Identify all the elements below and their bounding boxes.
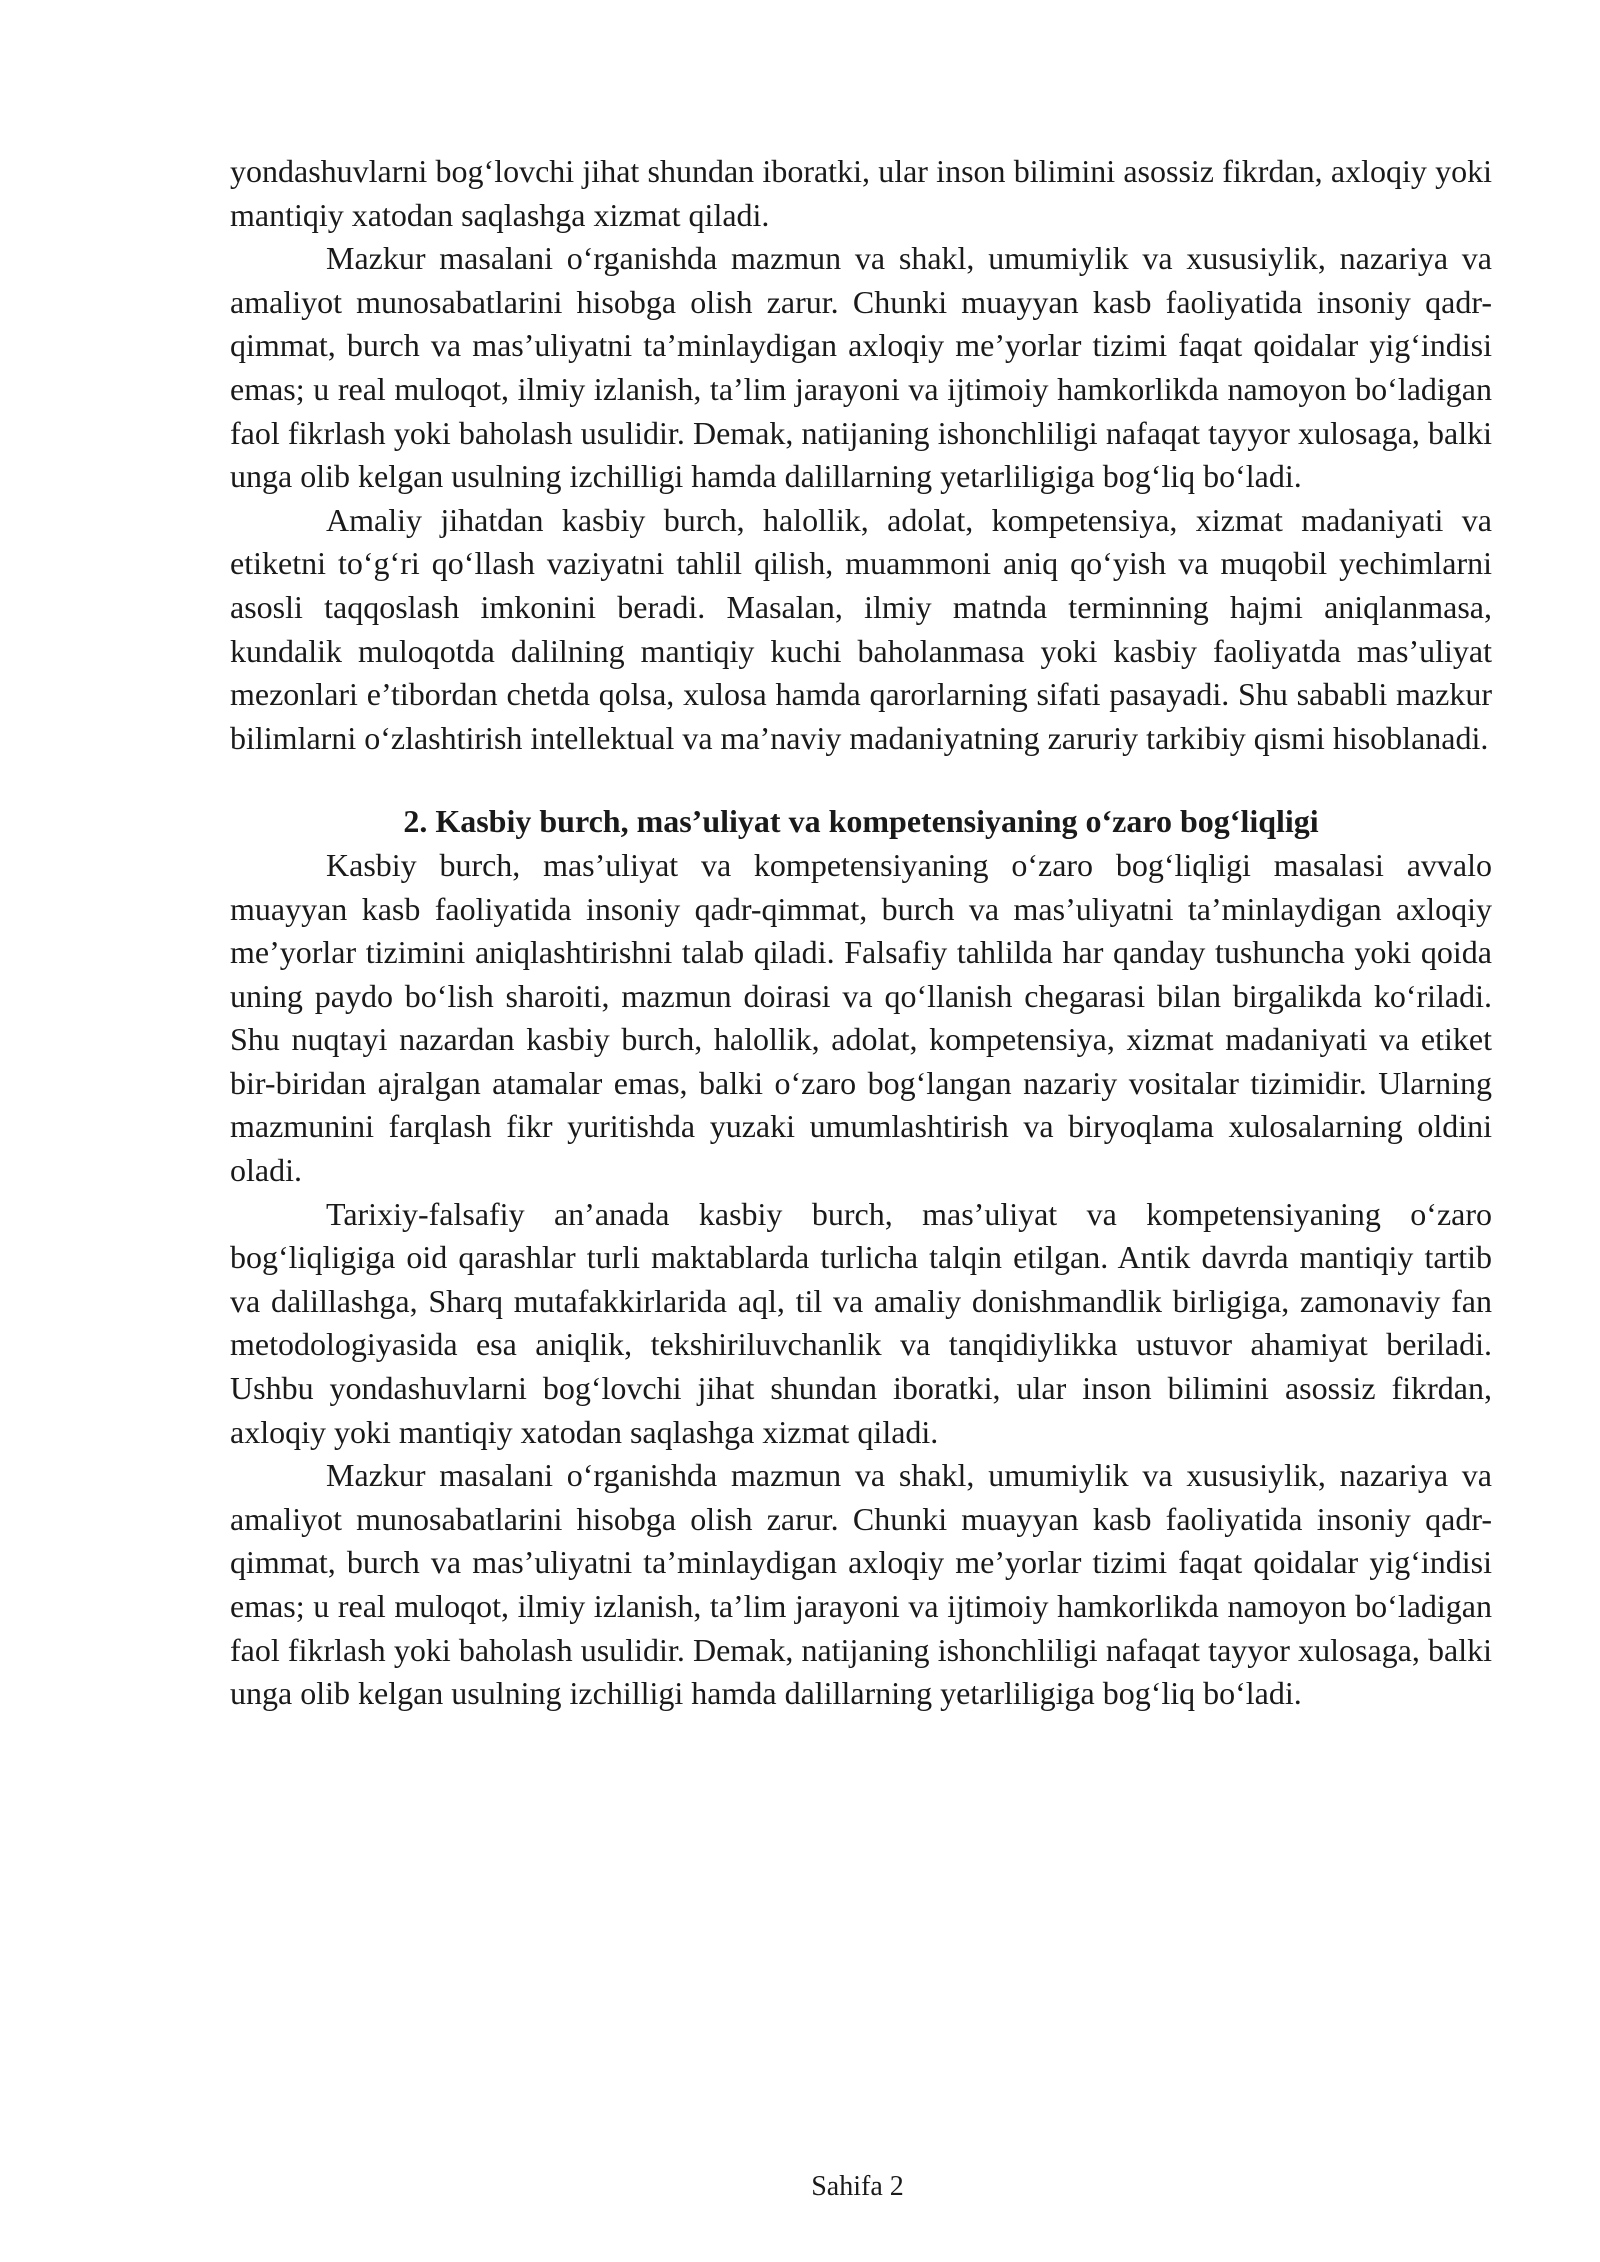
paragraph: Amaliy jihatdan kasbiy burch, halollik, adolat, kompetensiya, xizmat madaniyati va etiketni to‘g‘ri qo‘llash vaziyatni tahlil qilish, muammoni aniq qo‘yish va muqobil yechimlarni asosli taqqoslash imkonini beradi. Masalan, ilmiy matnda terminning hajmi aniqlanmasa, kundalik muloqotda dalilning mantiqiy kuchi baholanmasa yoki kasbiy faoliyatda mas’uliyat mezonlari e’tibordan chetda qolsa, xulosa hamda qarorlarning sifati pasayadi. Shu sababli mazkur bilimlarni o‘zlashtirish intellektual va ma’naviy madaniyatning zaruriy tarkibiy qismi hisoblanadi. (230, 501, 1492, 756)
section-heading: 2. Kasbiy burch, mas’uliyat va kompetensiyaning o‘zaro bog‘liqligi (403, 803, 1319, 840)
paragraph: Mazkur masalani o‘rganishda mazmun va shakl, umumiylik va xususiylik, nazariya va amaliyot munosabatlarini hisobga olish zarur. Chunki muayyan kasb faoliyatida insoniy qadr-qimmat, burch va mas’uliyatni ta’minlaydigan axloqiy me’yorlar tizimi faqat qoidalar yig‘indisi emas; u real muloqot, ilmiy izlanish, ta’lim jarayoni va ijtimoiy hamkorlikda namoyon bo‘ladigan faol fikrlash yoki baholash usulidir. Demak, natijaning ishonchliligi nafaqat tayyor xulosaga, balki unga olib kelgan usulning izchilligi hamda dalillarning yetarliligiga bog‘liq bo‘ladi. (230, 1457, 1492, 1712)
paragraph: Mazkur masalani o‘rganishda mazmun va shakl, umumiylik va xususiylik, nazariya va amaliyot munosabatlarini hisobga olish zarur. Chunki muayyan kasb faoliyatida insoniy qadr-qimmat, burch va mas’uliyatni ta’minlaydigan axloqiy me’yorlar tizimi faqat qoidalar yig‘indisi emas; u real muloqot, ilmiy izlanish, ta’lim jarayoni va ijtimoiy hamkorlikda namoyon bo‘ladigan faol fikrlash yoki baholash usulidir. Demak, natijaning ishonchliligi nafaqat tayyor xulosaga, balki unga olib kelgan usulning izchilligi hamda dalillarning yetarliligiga bog‘liq bo‘ladi. (230, 240, 1492, 495)
paragraph-continuation: yondashuvlarni bog‘lovchi jihat shundan iboratki, ular inson bilimini asossiz fikrdan, axloqiy yoki mantiqiy xatodan saqlashga xizmat qiladi. (230, 153, 1492, 233)
paragraph: Kasbiy burch, mas’uliyat va kompetensiyaning o‘zaro bog‘liqligi masalasi avvalo muayyan kasb faoliyatida insoniy qadr-qimmat, burch va mas’uliyatni ta’minlaydigan axloqiy me’yorlar tizimini aniqlashtirishni talab qiladi. Falsafiy tahlilda har qanday tushuncha yoki qoida uning paydo bo‘lish sharoiti, mazmun doirasi va qo‘llanish chegarasi bilan birgalikda ko‘riladi. Shu nuqtayi nazardan kasbiy burch, halollik, adolat, kompetensiya, xizmat madaniyati va etiket bir-biridan ajralgan atamalar emas, balki o‘zaro bog‘langan nazariy vositalar tizimidir. Ularning mazmunini farqlash fikr yuritishda yuzaki umumlashtirish va biryoqlama xulosalarning oldini oladi. (230, 846, 1492, 1189)
document-page (230, 150, 1492, 1716)
page-footer: Sahifa 2 (811, 2171, 904, 2202)
paragraph: Tarixiy-falsafiy an’anada kasbiy burch, mas’uliyat va kompetensiyaning o‘zaro bog‘liqligiga oid qarashlar turli maktablarda turlicha talqin etilgan. Antik davrda mantiqiy tartib va dalillashga, Sharq mutafakkirlarida aql, til va amaliy donishmandlik birligiga, zamonaviy fan metodologiyasida esa aniqlik, tekshiriluvchanlik va tanqidiylikka ustuvor ahamiyat beriladi. Ushbu yondashuvlarni bog‘lovchi jihat shundan iboratki, ular inson bilimini asossiz fikrdan, axloqiy yoki mantiqiy xatodan saqlashga xizmat qiladi. (230, 1195, 1492, 1450)
